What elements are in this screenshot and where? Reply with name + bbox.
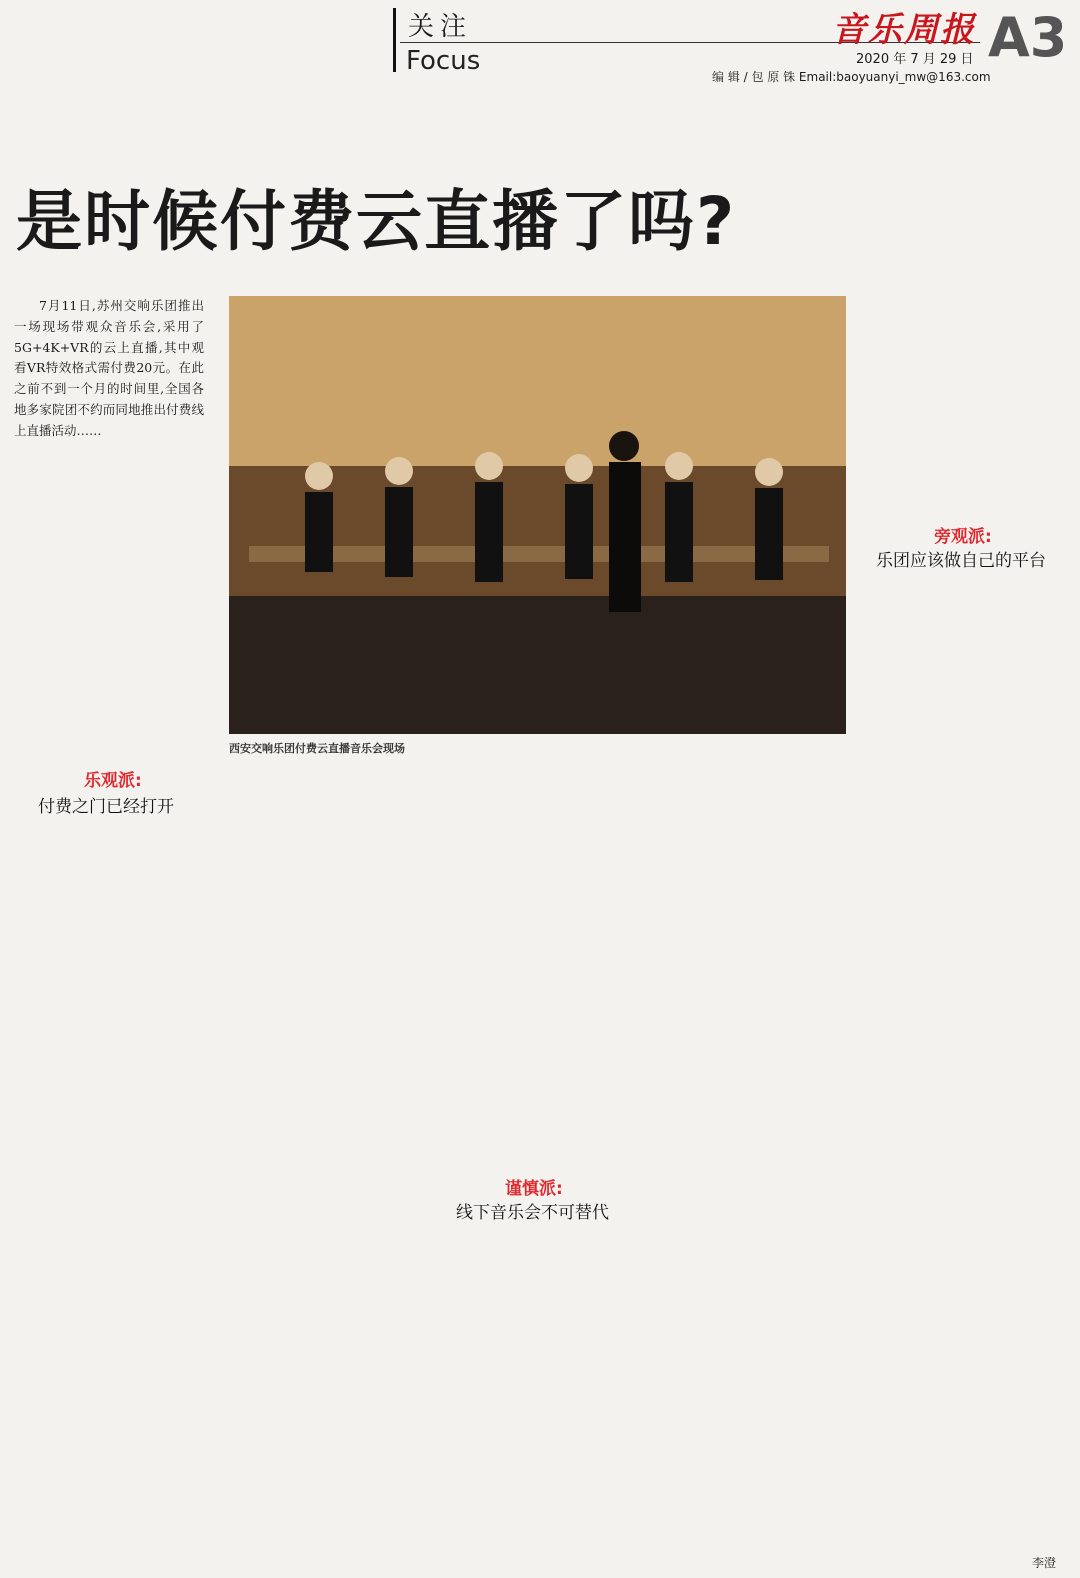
author-credit: 李澄 [1032,1556,1057,1570]
column-1-intro [14,296,204,736]
onlooker-subheading: 乐团应该做自己的平台 [876,551,1046,571]
header-rule [393,8,396,72]
section-name-cn: 关注 [408,12,473,42]
issue-date: 2020 年 7 月 29 日 [856,52,974,67]
concert-photo [229,296,846,734]
headline: 是时候付费云直播了吗? [16,183,737,260]
section-name-en: Focus [406,46,481,76]
onlooker-tag: 旁观派: [934,527,992,547]
page-header [0,0,1080,90]
editor-line: 编 辑 / 包 原 铢 Email:baoyuanyi_mw@163.com [712,70,991,84]
optimist-subheading: 付费之门已经打开 [38,797,174,817]
cautious-tag: 谨慎派: [505,1179,563,1199]
cautious-subheading: 线下音乐会不可替代 [456,1203,609,1223]
paragraph: 7月11日,苏州交响乐团推出一场现场带观众音乐会,采用了5G+4K+VR的云上直播,其中观看VR特效格式需付费20元。在此之前不到一个月的时间里,全国各地多家院团不约而同地推出付费线上直播活动…… [14,298,204,438]
optimist-tag: 乐观派: [84,771,142,791]
photo-caption: 西安交响乐团付费云直播音乐会现场 [229,742,405,755]
masthead-logo: 音乐周报 [832,10,976,50]
page-number: A3 [988,6,1068,69]
orchestra-photo-illustration [229,296,846,734]
column-5-top [870,296,1062,506]
